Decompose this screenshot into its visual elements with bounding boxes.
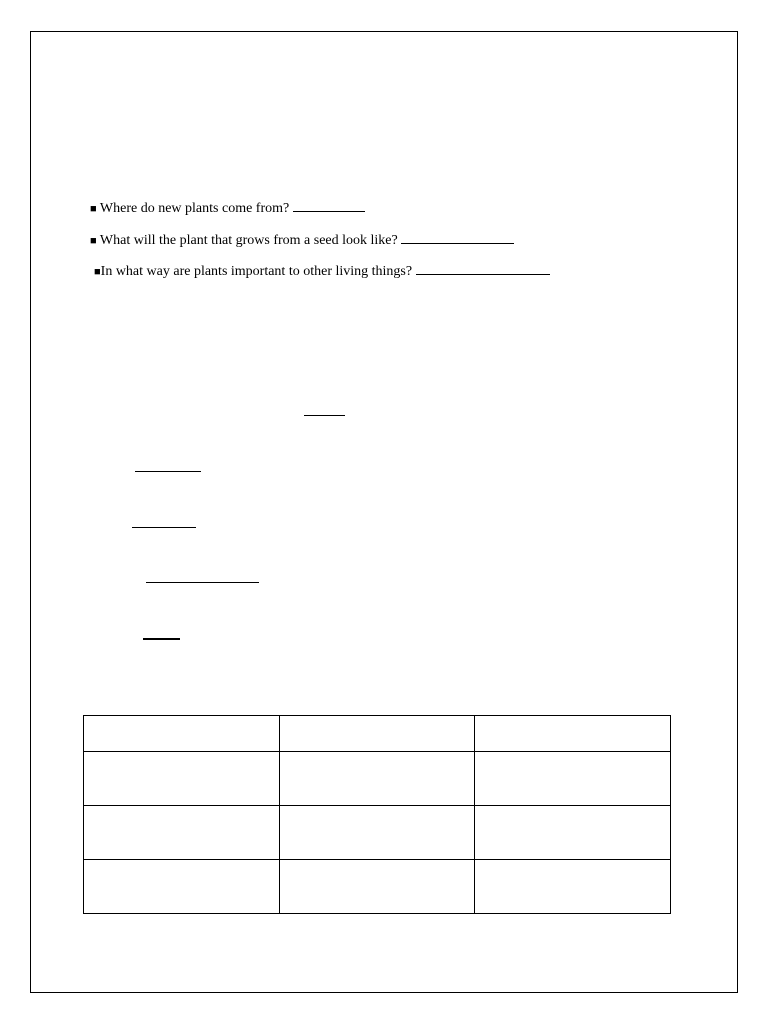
answer-table	[83, 715, 671, 914]
answer-blank-2[interactable]	[401, 231, 514, 244]
bullet-2: ■	[90, 235, 97, 247]
label-blank-5[interactable]	[143, 638, 180, 640]
table-row	[84, 716, 671, 752]
table-cell[interactable]	[279, 716, 475, 752]
table-cell[interactable]	[475, 806, 671, 860]
table-cell[interactable]	[84, 806, 280, 860]
table-cell[interactable]	[84, 860, 280, 914]
question-1	[90, 199, 365, 217]
table-cell[interactable]	[475, 716, 671, 752]
question-2	[90, 231, 514, 249]
table-row	[84, 806, 671, 860]
bullet-3: ■	[94, 266, 101, 278]
table-cell[interactable]	[475, 860, 671, 914]
table-row	[84, 752, 671, 806]
question-1-text: Where do new plants come from?	[99, 201, 290, 216]
table-cell[interactable]	[279, 806, 475, 860]
bullet-1: ■	[90, 203, 97, 215]
answer-blank-3[interactable]	[416, 262, 550, 275]
label-blank-3[interactable]	[132, 527, 196, 528]
table-cell[interactable]	[475, 752, 671, 806]
table-cell[interactable]	[84, 752, 280, 806]
question-3	[94, 262, 550, 280]
table-cell[interactable]	[279, 860, 475, 914]
table-row	[84, 860, 671, 914]
answer-blank-1[interactable]	[293, 199, 365, 212]
label-blank-2[interactable]	[135, 471, 201, 472]
table-cell[interactable]	[84, 716, 280, 752]
label-blank-1[interactable]	[304, 415, 345, 416]
question-2-text: What will the plant that grows from a seed look like?	[99, 233, 398, 248]
table-cell[interactable]	[279, 752, 475, 806]
question-3-text: In what way are plants important to other living things?	[100, 264, 413, 279]
label-blank-4[interactable]	[146, 582, 259, 583]
